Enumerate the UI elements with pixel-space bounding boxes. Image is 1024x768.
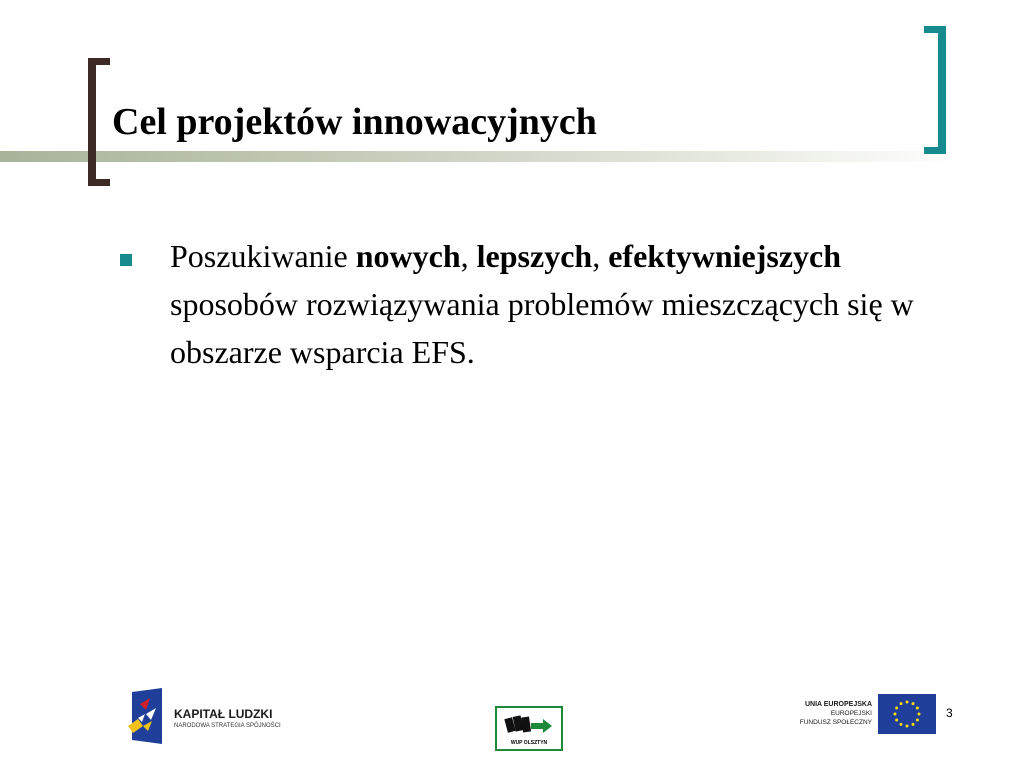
eu-star — [912, 723, 915, 726]
square-bullet-icon — [120, 254, 132, 266]
slide-title: Cel projektów innowacyjnych — [112, 101, 597, 143]
decorative-band — [0, 151, 960, 162]
eu-star — [916, 707, 919, 710]
eu-star — [895, 707, 898, 710]
kapital-ludzki-subtitle: NARODOWA STRATEGIA SPÓJNOŚCI — [174, 723, 281, 729]
eu-star — [918, 713, 921, 716]
page-number: 3 — [946, 706, 953, 720]
unia-europejska-text — [800, 700, 872, 727]
bullet-bold-efektywniejszych: efektywniejszych — [608, 238, 842, 274]
ue-line-3: FUNDUSZ SPOŁECZNY — [799, 719, 872, 726]
wup-olsztyn-label: WUP OLSZTYN — [510, 740, 548, 746]
left-bracket-decoration — [88, 58, 110, 186]
bullet-bold-nowych: nowych — [355, 238, 461, 274]
wup-olsztyn-logo-icon — [497, 711, 561, 741]
kapital-ludzki-logo — [126, 688, 306, 744]
eu-star — [906, 725, 909, 728]
kapital-ludzki-title: KAPITAŁ LUDZKI — [174, 707, 273, 721]
bullet-text-segment: sposobów rozwiązywania problemów mieszczących się w obszarze wsparcia EFS. — [170, 286, 914, 370]
eu-star — [894, 713, 897, 716]
eu-star — [900, 702, 903, 705]
eu-star — [912, 702, 915, 705]
bullet-bold-lepszych: lepszych — [476, 238, 593, 274]
eu-star — [906, 701, 909, 704]
bullet-text — [170, 232, 930, 376]
bullet-text-segment: , — [460, 238, 477, 274]
eu-star — [900, 723, 903, 726]
eu-flag-icon — [878, 694, 936, 734]
bullet-text-segment: Poszukiwanie — [170, 238, 356, 274]
kapital-ludzki-logo-icon — [126, 688, 170, 744]
eu-star — [916, 719, 919, 722]
wup-olsztyn-logo — [495, 706, 563, 751]
ue-line-1: UNIA EUROPEJSKA — [804, 701, 872, 708]
right-bracket-decoration — [924, 26, 946, 154]
ue-line-2: EUROPEJSKI — [830, 710, 872, 717]
bullet-text-segment: , — [592, 238, 609, 274]
eu-star — [895, 719, 898, 722]
